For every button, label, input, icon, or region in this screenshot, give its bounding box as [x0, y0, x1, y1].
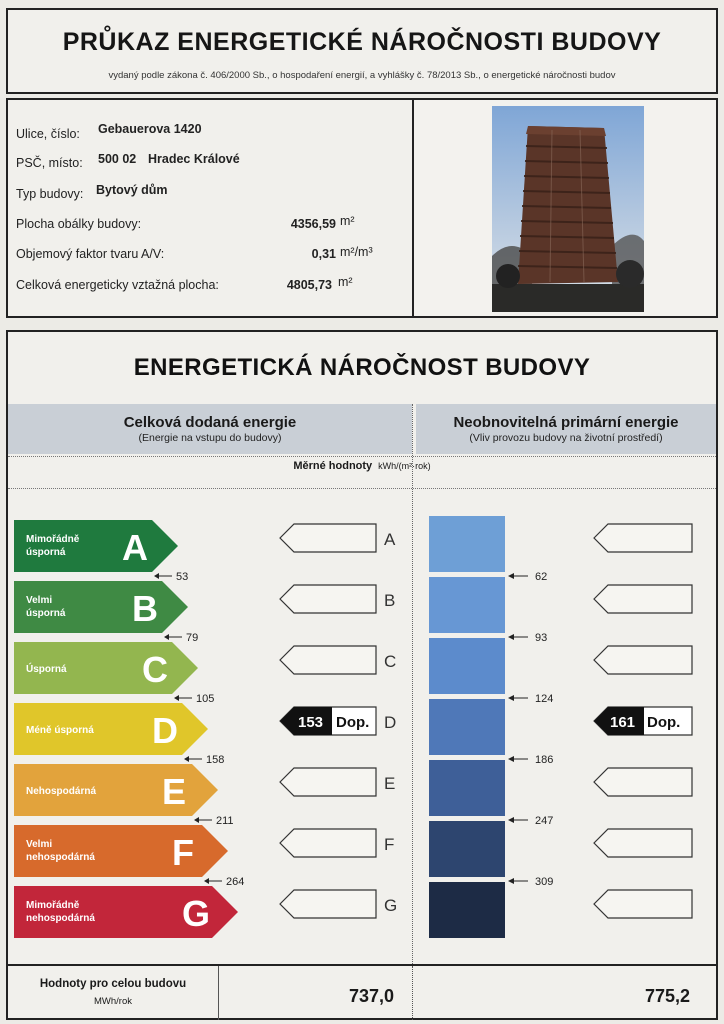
delivered-energy-empty-marker	[280, 768, 376, 796]
delivered-energy-empty-marker	[280, 829, 376, 857]
class-bar-letter: F	[172, 832, 194, 873]
totals-divider-2	[412, 966, 414, 1020]
delivered-energy-result-label: Dop.	[336, 714, 370, 731]
delivered-threshold-arrowhead	[154, 573, 159, 579]
class-bar-letter: E	[162, 771, 187, 812]
primary-threshold-arrowhead	[508, 695, 514, 701]
delivered-energy-empty-marker	[280, 646, 376, 674]
specific-values-unit: kWh/(m²·rok)	[378, 461, 431, 471]
building-info-panel	[6, 98, 718, 318]
psc-label: PSČ, místo:	[16, 156, 83, 170]
primary-energy-class-block	[429, 882, 505, 938]
class-bar-text: úsporná	[26, 547, 66, 558]
building-photo-frame	[412, 100, 716, 316]
shape-factor-label: Objemový faktor tvaru A/V:	[16, 247, 165, 261]
delivered-threshold-label: 264	[226, 876, 245, 888]
totals-divider-1	[218, 966, 220, 1020]
primary-energy-class-block	[429, 760, 505, 816]
delivered-threshold-arrowhead	[174, 695, 179, 701]
primary-energy-empty-marker	[594, 890, 692, 918]
delivered-class-letter: B	[384, 591, 396, 610]
primary-threshold-label: 247	[535, 815, 554, 827]
building-totals-unit: MWh/rok	[94, 996, 132, 1007]
class-bar-text: úsporná	[26, 608, 66, 619]
energy-performance-title: ENERGETICKÁ NÁROČNOST BUDOVY	[133, 354, 591, 381]
primary-threshold-label: 93	[535, 632, 548, 644]
envelope-area-value: 4356,59	[290, 217, 336, 231]
reference-area-unit: m²	[338, 275, 353, 289]
delivered-threshold-label: 105	[196, 693, 215, 705]
delivered-threshold-label: 53	[176, 571, 189, 583]
delivered-threshold-arrowhead	[194, 817, 199, 823]
shape-factor-unit: m²/m³	[340, 245, 373, 259]
class-bar-text: Nehospodárná	[26, 786, 97, 797]
building-totals-label: Hodnoty pro celou budovu	[39, 978, 187, 990]
delivered-class-letter: F	[384, 835, 395, 854]
city-value: Hradec Králové	[148, 152, 240, 166]
delivered-class-letter: D	[384, 713, 397, 732]
delivered-energy-result-value: 153	[298, 714, 324, 731]
primary-energy-empty-marker	[594, 768, 692, 796]
delivered-energy-total: 737,0	[348, 986, 394, 1006]
building-photo	[492, 106, 644, 312]
envelope-area-label: Plocha obálky budovy:	[16, 217, 142, 231]
delivered-class-letter: E	[384, 774, 396, 793]
certificate-subtitle: vydaný podle zákona č. 406/2000 Sb., o hospodaření energií, a vyhlášky č. 78/2013 Sb., o energetické náročnosti budov	[108, 70, 616, 81]
class-bar-text: Úsporná	[26, 664, 67, 675]
primary-threshold-label: 124	[535, 693, 554, 705]
primary-threshold-label: 309	[535, 876, 554, 888]
delivered-energy-empty-marker	[280, 524, 376, 552]
shape-factor-value: 0,31	[311, 247, 336, 261]
primary-threshold-label: 186	[535, 754, 554, 766]
primary-threshold-arrowhead	[508, 878, 514, 884]
primary-threshold-arrowhead	[508, 573, 514, 579]
class-bar-b	[14, 581, 188, 633]
primary-energy-class-block	[429, 699, 505, 755]
delivered-threshold-arrowhead	[204, 878, 209, 884]
energy-class-scale	[8, 332, 716, 964]
primary-energy-result-label: Dop.	[647, 714, 681, 731]
class-bar-text: Velmi	[26, 595, 53, 606]
primary-energy-total: 775,2	[644, 986, 690, 1006]
psc-value: 500 02	[98, 152, 137, 166]
street-value: Gebauerova 1420	[98, 122, 202, 136]
delivered-class-letter: A	[384, 530, 396, 549]
class-bar-text: Velmi	[26, 839, 53, 850]
class-bar-letter: G	[182, 893, 211, 934]
delivered-class-letter: C	[384, 652, 397, 671]
class-bar-text: Méně úsporná	[26, 725, 94, 736]
primary-threshold-arrowhead	[508, 756, 514, 762]
delivered-threshold-arrowhead	[164, 634, 169, 640]
reference-area-value: 4805,73	[286, 278, 332, 292]
primary-energy-empty-marker	[594, 829, 692, 857]
delivered-energy-empty-marker	[280, 585, 376, 613]
primary-energy-empty-marker	[594, 646, 692, 674]
primary-threshold-arrowhead	[508, 817, 514, 823]
reference-area-label: Celková energeticky vztažná plocha:	[16, 278, 219, 292]
class-bar-letter: D	[152, 710, 178, 751]
delivered-threshold-label: 211	[216, 815, 234, 827]
delivered-class-letter: G	[384, 896, 398, 915]
street-label: Ulice, číslo:	[16, 127, 80, 141]
envelope-area-unit: m²	[340, 214, 355, 228]
primary-energy-class-block	[429, 638, 505, 694]
building-totals-row	[8, 964, 716, 1020]
delivered-threshold-label: 79	[186, 632, 199, 644]
class-bar-f	[14, 825, 228, 877]
specific-values-label: Měrné hodnoty	[293, 460, 373, 472]
delivered-threshold-arrowhead	[184, 756, 189, 762]
primary-energy-title: Neobnovitelná primární energie	[453, 414, 679, 431]
class-bar-letter: C	[142, 649, 168, 690]
primary-energy-class-block	[429, 516, 505, 572]
class-bar-letter: A	[122, 527, 148, 568]
class-bar-text: nehospodárná	[26, 913, 95, 924]
primary-threshold-label: 62	[535, 571, 548, 583]
building-type-value: Bytový dům	[96, 183, 168, 197]
primary-energy-empty-marker	[594, 524, 692, 552]
certificate-title: PRŮKAZ ENERGETICKÉ NÁROČNOSTI BUDOVY	[62, 28, 662, 56]
primary-energy-subtitle: (Vliv provozu budovy na životní prostředí)	[469, 432, 663, 444]
delivered-energy-title: Celková dodaná energie	[123, 414, 297, 431]
primary-energy-class-block	[429, 577, 505, 633]
certificate-header	[6, 8, 718, 94]
class-bar-a	[14, 520, 178, 572]
primary-threshold-arrowhead	[508, 634, 514, 640]
primary-energy-result-value: 161	[610, 714, 636, 731]
class-bar-letter: B	[132, 588, 158, 629]
energy-performance-panel	[6, 330, 718, 1020]
class-bar-text: Mimořádně	[26, 900, 80, 911]
class-bar-text: nehospodárná	[26, 852, 95, 863]
building-type-label: Typ budovy:	[16, 187, 84, 201]
delivered-threshold-label: 158	[206, 754, 225, 766]
class-bar-text: Mimořádně	[26, 534, 80, 545]
primary-energy-class-block	[429, 821, 505, 877]
delivered-energy-subtitle: (Energie na vstupu do budovy)	[138, 432, 282, 444]
primary-energy-empty-marker	[594, 585, 692, 613]
delivered-energy-empty-marker	[280, 890, 376, 918]
